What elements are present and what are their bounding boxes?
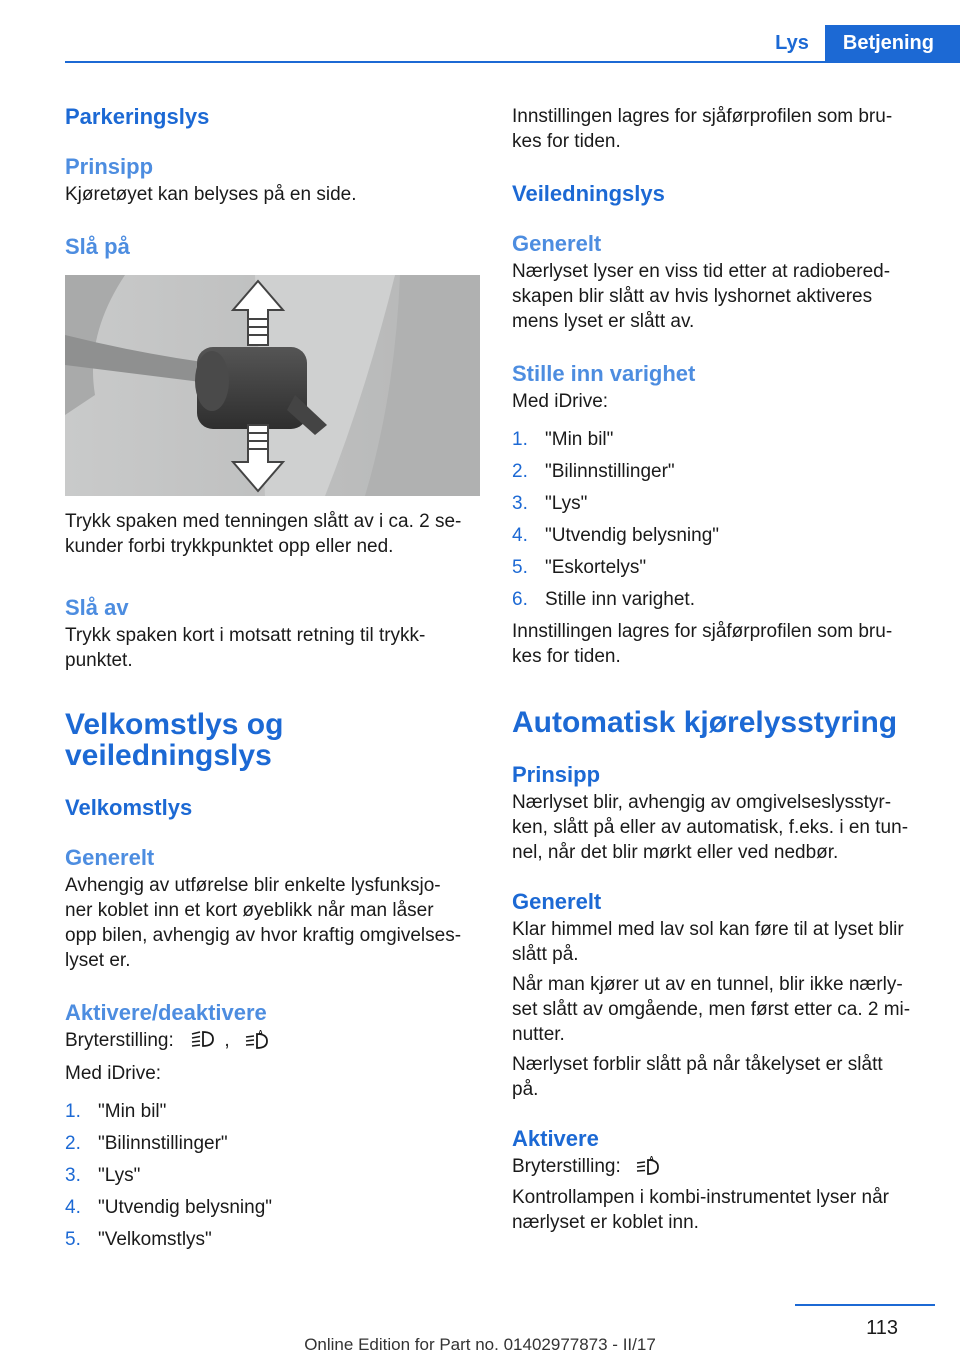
text-generelt-right-line3: mens lyset er slått av. xyxy=(512,311,695,332)
text-trykk-line1: Trykk spaken med tenningen slått av i ca. 2 se‐ xyxy=(65,511,462,532)
svg-text:A: A xyxy=(649,1156,655,1163)
left-steps-list xyxy=(65,1099,481,1252)
list-item: 5. "Velkomstlys" xyxy=(65,1229,212,1250)
text-tunnel-line1: Når man kjører ut av en tunnel, blir ikke nærly‐ xyxy=(512,974,903,995)
text-tunnel-line3: nutter. xyxy=(512,1024,565,1045)
right-column xyxy=(512,100,932,1235)
heading-prinsipp: Prinsipp xyxy=(65,154,154,179)
list-item: 2. "Bilinnstillinger" xyxy=(512,461,675,482)
text-innstilling2-line1: Innstillingen lagres for sjåførprofilen som bru‐ xyxy=(512,621,893,642)
text-klar-line1: Klar himmel med lav sol kan føre til at lyset blir xyxy=(512,919,904,940)
heading-generelt: Generelt xyxy=(65,845,155,870)
text-prinsipp-right-line2: ken, slått på eller av automatisk, f.eks. i en tun‐ xyxy=(512,817,909,838)
list-item: 3. "Lys" xyxy=(65,1165,141,1186)
text-innstilling1-line2: kes for tiden. xyxy=(512,131,621,152)
list-item: 1. "Min bil" xyxy=(65,1101,167,1122)
text-generelt-right-line1: Nærlyset lyser en viss tid etter at radiobered‐ xyxy=(512,261,891,282)
header-tabs xyxy=(759,25,960,61)
text-taake-line2: på. xyxy=(512,1079,539,1100)
auto-light-icon xyxy=(634,1155,660,1175)
text-tunnel-line2: set slått av omgående, men først etter ca. 2 mi‐ xyxy=(512,999,911,1020)
page-number: 113 xyxy=(866,1317,898,1339)
text-generelt-line2: ner koblet inn et kort øyeblikk når man låser xyxy=(65,900,434,921)
auto-light-icon xyxy=(243,1029,269,1049)
footer-rule xyxy=(795,1304,935,1306)
heading-sla-pa: Slå på xyxy=(65,234,130,259)
heading-generelt-right: Generelt xyxy=(512,231,602,256)
right-steps-list xyxy=(512,427,932,612)
heading-aktivere-deaktivere: Aktivere/deaktivere xyxy=(65,1000,267,1025)
bryterstilling-label-right: Bryterstilling: xyxy=(512,1156,621,1177)
text-med-idrive-right: Med iDrive: xyxy=(512,391,609,412)
list-item: 1. "Min bil" xyxy=(512,429,614,450)
bryterstilling-label: Bryterstilling: xyxy=(65,1030,174,1051)
parking-light-icon xyxy=(189,1029,215,1049)
text-prinsipp: Kjøretøyet kan belyses på en side. xyxy=(65,184,357,205)
list-item: 4. "Utvendig belysning" xyxy=(512,525,720,546)
text-innstilling2-line2: kes for tiden. xyxy=(512,646,621,667)
text-bryterstilling xyxy=(65,1028,481,1053)
list-item: 2. "Bilinnstillinger" xyxy=(65,1133,228,1154)
text-bryterstilling-right xyxy=(512,1154,932,1179)
text-innstilling1-line1: Innstillingen lagres for sjåførprofilen som bru‐ xyxy=(512,106,893,127)
text-med-idrive: Med iDrive: xyxy=(65,1063,162,1084)
text-generelt-line1: Avhengig av utførelse blir enkelte lysfunksjo‐ xyxy=(65,875,441,896)
list-item: 6. Stille inn varighet. xyxy=(512,589,695,610)
header-tab-lys: Lys xyxy=(775,32,809,54)
heading-parkeringslys: Parkeringslys xyxy=(65,104,210,129)
text-generelt-right-line2: skapen blir slått av hvis lyshornet aktiveres xyxy=(512,286,873,307)
text-kontroll-line1: Kontrollampen i kombi-instrumentet lyser når xyxy=(512,1187,889,1208)
heading-automatisk-kjorelysstyring: Automatisk kjørelysstyring xyxy=(512,706,898,739)
list-item: 5. "Eskortelys" xyxy=(512,557,647,578)
heading-velkomstlys: Velkomstlys xyxy=(65,795,193,820)
bryterstilling-separator: , xyxy=(224,1030,230,1051)
heading-sla-av: Slå av xyxy=(65,595,129,620)
list-item: 3. "Lys" xyxy=(512,493,588,514)
heading-stille-inn-varighet: Stille inn varighet xyxy=(512,361,696,386)
header-tab-betjening: Betjening xyxy=(825,25,960,61)
text-generelt-line4: lyset er. xyxy=(65,950,131,971)
edition-footer: Online Edition for Part no. 01402977873 - II/17 xyxy=(304,1335,656,1354)
heading-generelt2-right: Generelt xyxy=(512,889,602,914)
svg-text:A: A xyxy=(257,1030,263,1037)
header-rule xyxy=(65,61,960,63)
text-prinsipp-right-line1: Nærlyset blir, avhengig av omgivelseslysstyr‐ xyxy=(512,792,892,813)
lever-illustration xyxy=(65,275,480,496)
heading-veiledningslys: Veiledningslys xyxy=(512,181,665,206)
list-item: 4. "Utvendig belysning" xyxy=(65,1197,273,1218)
text-sla-av-line1: Trykk spaken kort i motsatt retning til trykk‐ xyxy=(65,625,426,646)
text-sla-av-line2: punktet. xyxy=(65,650,133,671)
text-kontroll-line2: nærlyset er koblet inn. xyxy=(512,1212,699,1233)
text-taake-line1: Nærlyset forblir slått på når tåkelyset er slått xyxy=(512,1054,883,1075)
text-generelt-line3: opp bilen, avhengig av hvor kraftig omgivelses‐ xyxy=(65,925,462,946)
heading-aktivere: Aktivere xyxy=(512,1126,599,1151)
heading-velkomst-line2: veiledningslys xyxy=(65,739,272,772)
heading-prinsipp-right: Prinsipp xyxy=(512,762,601,787)
text-klar-line2: slått på. xyxy=(512,944,579,965)
left-column xyxy=(65,100,481,1259)
text-prinsipp-right-line3: nel, når det blir mørkt eller ved nedbør. xyxy=(512,842,839,863)
heading-velkomst-line1: Velkomstlys og xyxy=(65,708,284,741)
lever-illustration-svg xyxy=(65,275,480,496)
text-trykk-line2: kunder forbi trykkpunktet opp eller ned. xyxy=(65,536,394,557)
